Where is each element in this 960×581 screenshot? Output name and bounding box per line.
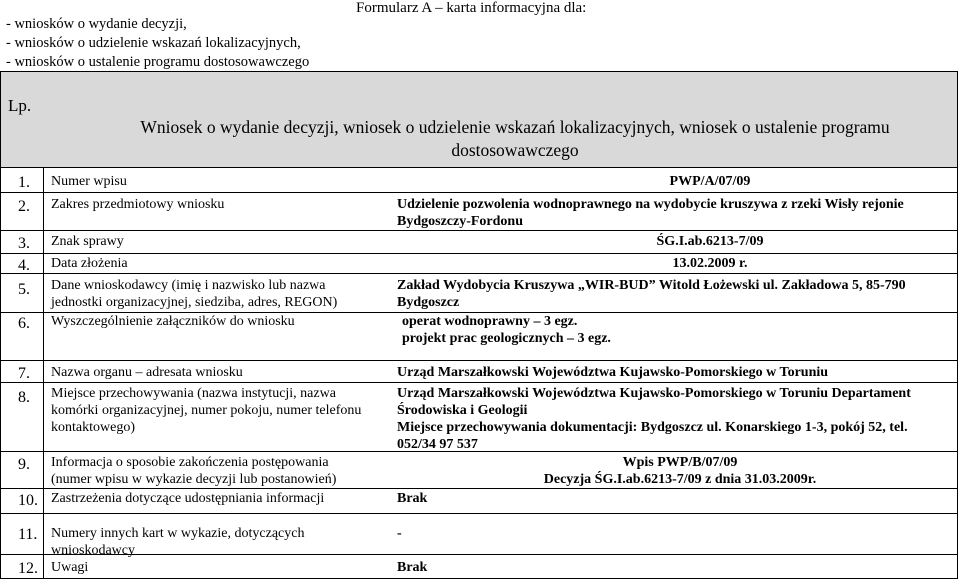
row-label: Uwagi bbox=[51, 560, 89, 575]
form-scope-item: - wniosków o udzielenie wskazań lokalizacyjnych, bbox=[6, 35, 301, 51]
row-value: projekt prac geologicznych – 3 egz. bbox=[402, 331, 611, 346]
lp-label: Lp. bbox=[8, 96, 32, 115]
row-label: Zastrzeżenia dotyczące udostępniania informacji bbox=[51, 491, 325, 506]
row-number: 10. bbox=[18, 492, 38, 509]
form-title: Formularz A – karta informacyjna dla: bbox=[356, 0, 587, 16]
row-number: 2. bbox=[18, 198, 30, 215]
row-divider bbox=[1, 382, 957, 383]
row-label: Znak sprawy bbox=[51, 234, 124, 249]
row-value: Brak bbox=[397, 560, 428, 575]
row-number: 11. bbox=[18, 526, 38, 543]
row-label: Dane wnioskodawcy (imię i nazwisko lub nazwa jednostki organizacyjnej, siedziba, adres, REGON) bbox=[51, 278, 338, 310]
table-header-title: Wniosek o wydanie decyzji, wniosek o udzielenie wskazań lokalizacyjnych, wniosek o ustalenie programu dostosowawczego bbox=[140, 117, 890, 160]
row-label: Numery innych kart w wykazie, dotyczących wnioskodawcy bbox=[51, 526, 305, 558]
row-label: Informacja o sposobie zakończenia postępowania (numer wpisu w wykazie decyzji lub postanowień) bbox=[51, 455, 337, 487]
row-label: Nazwa organu – adresata wniosku bbox=[51, 365, 243, 380]
form-scope-list bbox=[6, 15, 309, 72]
row-number: 9. bbox=[18, 456, 30, 473]
row-value: Urząd Marszałkowski Województwa Kujawsko-Pomorskiego w Toruniu Departament Środowiska i Geologii bbox=[397, 386, 911, 418]
row-number: 7. bbox=[18, 365, 30, 382]
row-label: Zakres przedmiotowy wniosku bbox=[51, 197, 225, 212]
row-divider bbox=[1, 192, 957, 193]
row-divider bbox=[1, 488, 957, 489]
row-label: Numer wpisu bbox=[51, 174, 127, 189]
row-value: Zakład Wydobycia Kruszywa „WIR-BUD” Witold Łożewski ul. Zakładowa 5, 85-790 Bydgoszcz bbox=[397, 278, 906, 310]
row-value: Wpis PWP/B/07/09 bbox=[622, 455, 738, 470]
row-value: operat wodnoprawny – 3 egz. bbox=[402, 314, 578, 329]
row-value: PWP/A/07/09 bbox=[669, 174, 751, 189]
row-value: Miejsce przechowywania dokumentacji: Bydgoszcz ul. Konarskiego 1-3, pokój 52, tel. 052/34 97 537 bbox=[397, 420, 908, 452]
row-number: 5. bbox=[18, 281, 30, 298]
row-number: 3. bbox=[18, 235, 30, 252]
row-label: Wyszczególnienie załączników do wniosku bbox=[51, 314, 295, 329]
row-value: - bbox=[397, 526, 402, 541]
row-number: 6. bbox=[18, 315, 30, 332]
row-divider bbox=[1, 273, 957, 274]
row-value: 13.02.2009 r. bbox=[672, 256, 748, 271]
row-value: ŚG.I.ab.6213-7/09 bbox=[656, 234, 764, 249]
row-value: Decyzja ŚG.I.ab.6213-7/09 z dnia 31.03.2009r. bbox=[543, 472, 817, 487]
row-divider bbox=[1, 230, 957, 231]
row-label: Data złożenia bbox=[51, 256, 128, 271]
row-value: Urząd Marszałkowski Województwa Kujawsko-Pomorskiego w Toruniu bbox=[397, 365, 829, 380]
row-label: Miejsce przechowywania (nazwa instytucji, nazwa komórki organizacyjnej, numer pokoju, numer telefonu kontaktowego) bbox=[51, 386, 362, 435]
row-number: 1. bbox=[18, 174, 30, 191]
row-number: 4. bbox=[18, 257, 30, 274]
row-divider bbox=[1, 360, 957, 361]
form-scope-item: - wniosków o ustalenie programu dostosowawczego bbox=[6, 54, 310, 70]
row-number: 12. bbox=[18, 560, 38, 577]
row-divider bbox=[1, 513, 957, 514]
row-value: Brak bbox=[397, 491, 428, 506]
row-divider bbox=[1, 253, 957, 254]
row-value: Udzielenie pozwolenia wodnoprawnego na wydobycie kruszywa z rzeki Wisły rejonie Bydgoszczy-Fordonu bbox=[397, 197, 904, 229]
form-scope-item: - wniosków o wydanie decyzji, bbox=[6, 16, 187, 32]
row-number: 8. bbox=[18, 389, 30, 406]
